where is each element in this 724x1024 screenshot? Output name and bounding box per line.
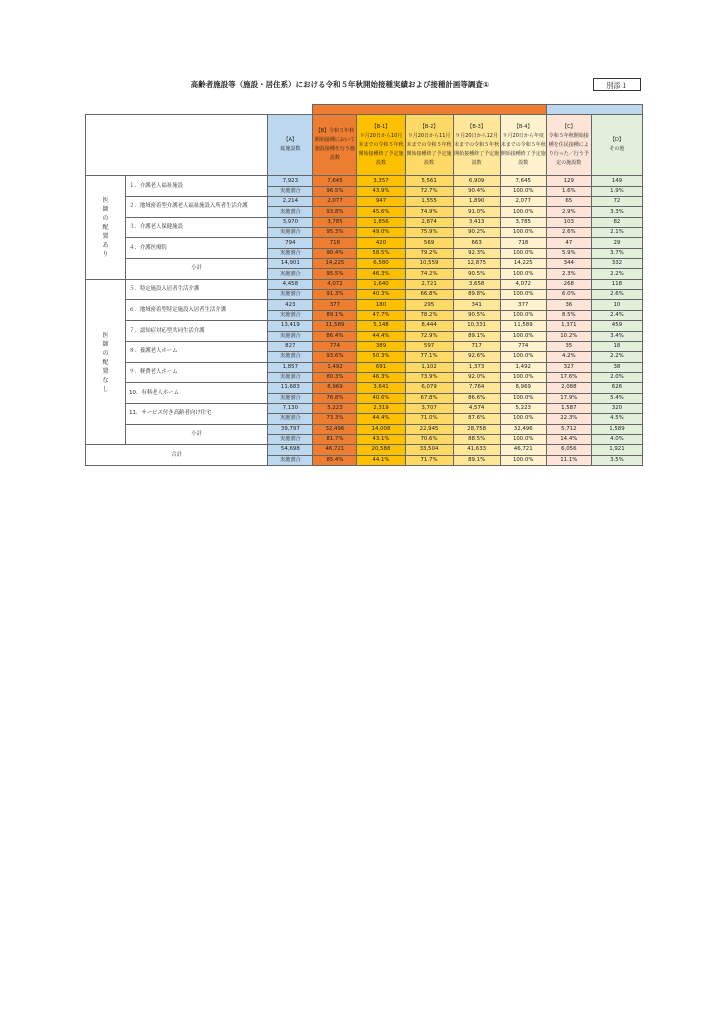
rate-cell: 2.2% [591, 269, 642, 279]
count-cell: 10 [591, 300, 642, 310]
count-cell: 2,077 [313, 197, 357, 207]
rate-cell: 100.0% [500, 248, 546, 258]
count-cell: 10,559 [405, 259, 453, 269]
count-cell: 569 [405, 238, 453, 248]
rate-cell: 91.0% [453, 207, 500, 217]
rate-cell: 89.1% [453, 455, 500, 465]
count-cell: 2,214 [268, 197, 313, 207]
count-cell: 774 [500, 341, 546, 351]
count-cell: 1,589 [591, 424, 642, 434]
count-cell: 14,225 [313, 259, 357, 269]
count-cell: 3,785 [500, 217, 546, 227]
rate-cell: 96.5% [313, 186, 357, 196]
count-cell: 6,079 [405, 383, 453, 393]
facility-count-row [86, 362, 643, 372]
count-cell: 47 [546, 238, 591, 248]
rate-cell: 72.9% [405, 331, 453, 341]
facility-count-row [86, 217, 643, 227]
count-cell: 12,875 [453, 259, 500, 269]
rate-cell: 90.4% [453, 186, 500, 196]
count-cell: 38 [591, 362, 642, 372]
rate-label: 実施割合 [268, 455, 313, 465]
page-title: 高齢者施設等（施設・居住系）における令和５年秋開始接種実績および接種計画等調査① [190, 80, 490, 89]
count-cell: 4,574 [453, 403, 500, 413]
rate-cell: 44.4% [357, 414, 405, 424]
rate-cell: 4.0% [591, 434, 642, 444]
count-cell: 1,371 [546, 321, 591, 331]
rate-cell: 17.9% [546, 393, 591, 403]
rate-cell: 2.2% [591, 352, 642, 362]
facility-count-row [86, 321, 643, 331]
annex-label: 別添１ [593, 78, 641, 91]
rate-cell: 86.4% [313, 331, 357, 341]
count-cell: 1,492 [500, 362, 546, 372]
rate-cell: 93.8% [313, 207, 357, 217]
total-label: 合計 [86, 445, 268, 466]
count-cell: 8,969 [500, 383, 546, 393]
count-cell: 3,357 [357, 176, 405, 186]
rate-cell: 73.9% [405, 372, 453, 382]
count-cell: 41,633 [453, 445, 500, 455]
facility-count-row [86, 341, 643, 351]
count-cell: 8,444 [405, 321, 453, 331]
rate-cell: 95.5% [313, 269, 357, 279]
count-cell: 18 [591, 341, 642, 351]
rate-cell: 81.7% [313, 434, 357, 444]
count-cell: 626 [591, 383, 642, 393]
rate-cell: 100.0% [500, 290, 546, 300]
count-cell: 46,721 [313, 445, 357, 455]
rate-cell: 89.8% [453, 290, 500, 300]
count-cell: 14,901 [268, 259, 313, 269]
rate-cell: 90.5% [453, 269, 500, 279]
count-cell: 717 [453, 341, 500, 351]
facility-name: ４．介護医療院 [126, 238, 268, 259]
count-cell: 7,645 [500, 176, 546, 186]
rate-cell: 79.2% [405, 248, 453, 258]
rate-cell: 100.0% [500, 434, 546, 444]
rate-cell: 14.4% [546, 434, 591, 444]
group-label-char: 置 [102, 233, 109, 241]
rate-cell: 2.3% [546, 269, 591, 279]
rate-cell: 45.6% [357, 207, 405, 217]
count-cell: 3,658 [453, 279, 500, 289]
count-cell: 2,874 [405, 217, 453, 227]
rate-cell: 89.1% [453, 331, 500, 341]
rate-cell: 50.3% [357, 352, 405, 362]
header-band-row [86, 105, 643, 115]
count-cell: 5,223 [313, 403, 357, 413]
rate-cell: 3.3% [591, 207, 642, 217]
count-cell: 39,797 [268, 424, 313, 434]
count-cell: 8,969 [313, 383, 357, 393]
count-cell: 10,331 [453, 321, 500, 331]
column-header-b2: 【B-2】 ９月20日から11月末までの令和５年秋開始接種終了予定施設数 [405, 115, 453, 176]
count-cell: 344 [546, 259, 591, 269]
subtotal-label: 小計 [126, 259, 268, 280]
facility-name: 11．サービス付き高齢者向け住宅 [126, 403, 268, 424]
rate-cell: 46.3% [357, 372, 405, 382]
rate-cell: 100.0% [500, 331, 546, 341]
rate-cell: 4.5% [591, 414, 642, 424]
rate-cell: 90.5% [453, 310, 500, 320]
count-cell: 3,970 [268, 217, 313, 227]
group-label-char: な [102, 376, 109, 384]
header-blank [86, 115, 268, 176]
facility-count-row [86, 383, 643, 393]
rate-cell: 100.0% [500, 372, 546, 382]
survey-table [85, 104, 643, 466]
group-label [86, 176, 126, 279]
rate-cell: 1.9% [591, 186, 642, 196]
count-cell: 29 [591, 238, 642, 248]
header-band-c [546, 105, 642, 115]
count-cell: 3,785 [313, 217, 357, 227]
rate-label: 実施割合 [268, 290, 313, 300]
count-cell: 82 [591, 217, 642, 227]
rate-cell: 80.3% [313, 372, 357, 382]
group-label-char: あ [102, 242, 109, 250]
facility-name: １．介護老人福祉施設 [126, 176, 268, 197]
count-cell: 947 [357, 197, 405, 207]
group-label [86, 279, 126, 445]
count-cell: 1,856 [357, 217, 405, 227]
count-cell: 1,921 [591, 445, 642, 455]
count-cell: 20,588 [357, 445, 405, 455]
count-cell: 3,641 [357, 383, 405, 393]
rate-cell: 86.6% [453, 393, 500, 403]
rate-label: 実施割合 [268, 248, 313, 258]
count-cell: 2,077 [500, 197, 546, 207]
rate-cell: 3.5% [591, 455, 642, 465]
count-cell: 7,130 [268, 403, 313, 413]
facility-count-row [86, 238, 643, 248]
rate-cell: 92.3% [453, 248, 500, 258]
rate-cell: 78.2% [405, 310, 453, 320]
facility-name: 10．有料老人ホーム [126, 383, 268, 404]
rate-cell: 66.8% [405, 290, 453, 300]
rate-cell: 71.7% [405, 455, 453, 465]
rate-cell: 89.1% [313, 310, 357, 320]
count-cell: 28,758 [453, 424, 500, 434]
rate-cell: 100.0% [500, 455, 546, 465]
count-cell: 32,496 [313, 424, 357, 434]
count-cell: 459 [591, 321, 642, 331]
rate-cell: 90.2% [453, 228, 500, 238]
count-cell: 1,492 [313, 362, 357, 372]
rate-cell: 2.4% [591, 310, 642, 320]
count-cell: 691 [357, 362, 405, 372]
rate-cell: 77.1% [405, 352, 453, 362]
count-cell: 4,458 [268, 279, 313, 289]
rate-cell: 92.6% [453, 352, 500, 362]
column-header-b3: 【B-3】 ９月20日から12月末までの令和５年秋開始接種終了予定施設数 [453, 115, 500, 176]
count-cell: 1,890 [453, 197, 500, 207]
rate-cell: 90.4% [313, 248, 357, 258]
rate-cell: 49.0% [357, 228, 405, 238]
count-cell: 1,587 [546, 403, 591, 413]
count-cell: 7,645 [313, 176, 357, 186]
facility-name: ３．介護老人保健施設 [126, 217, 268, 238]
subtotal-label: 小計 [126, 424, 268, 445]
count-cell: 827 [268, 341, 313, 351]
count-cell: 295 [405, 300, 453, 310]
rate-label: 実施割合 [268, 207, 313, 217]
count-cell: 420 [357, 238, 405, 248]
rate-cell: 3.7% [591, 248, 642, 258]
rate-cell: 100.0% [500, 269, 546, 279]
count-cell: 14,008 [357, 424, 405, 434]
facility-name: ９．軽費老人ホーム [126, 362, 268, 383]
rate-cell: 43.9% [357, 186, 405, 196]
rate-cell: 5.9% [546, 248, 591, 258]
rate-cell: 74.9% [405, 207, 453, 217]
group-label-char: の [102, 349, 109, 357]
count-cell: 7,923 [268, 176, 313, 186]
count-cell: 1,555 [405, 197, 453, 207]
count-cell: 13,419 [268, 321, 313, 331]
facility-name: ８．養護老人ホーム [126, 341, 268, 362]
count-cell: 377 [313, 300, 357, 310]
facility-count-row [86, 403, 643, 413]
header-row [86, 115, 643, 176]
count-cell: 1,102 [405, 362, 453, 372]
rate-cell: 58.5% [357, 248, 405, 258]
rate-cell: 100.0% [500, 310, 546, 320]
count-cell: 389 [357, 341, 405, 351]
facility-count-row [86, 279, 643, 289]
count-cell: 11,589 [313, 321, 357, 331]
count-cell: 1,640 [357, 279, 405, 289]
rate-cell: 22.3% [546, 414, 591, 424]
count-cell: 2,088 [546, 383, 591, 393]
count-cell: 4,072 [500, 279, 546, 289]
rate-cell: 47.7% [357, 310, 405, 320]
count-cell: 320 [591, 403, 642, 413]
rate-cell: 2.0% [591, 372, 642, 382]
count-cell: 118 [591, 279, 642, 289]
count-cell: 32,496 [500, 424, 546, 434]
count-cell: 6,056 [546, 445, 591, 455]
count-cell: 6,909 [453, 176, 500, 186]
rate-cell: 2.6% [546, 228, 591, 238]
rate-cell: 40.3% [357, 290, 405, 300]
group-label-char: 医 [102, 331, 109, 339]
rate-cell: 92.0% [453, 372, 500, 382]
rate-cell: 100.0% [500, 352, 546, 362]
count-cell: 5,712 [546, 424, 591, 434]
count-cell: 14,225 [500, 259, 546, 269]
rate-cell: 87.6% [453, 414, 500, 424]
count-cell: 332 [591, 259, 642, 269]
rate-label: 実施割合 [268, 228, 313, 238]
subtotal-count-row [86, 424, 643, 434]
group-label-char: 配 [102, 224, 109, 232]
rate-cell: 72.7% [405, 186, 453, 196]
count-cell: 327 [546, 362, 591, 372]
rate-cell: 75.9% [405, 228, 453, 238]
rate-cell: 2.1% [591, 228, 642, 238]
count-cell: 5,561 [405, 176, 453, 186]
column-header-b: 【B】令和５年秋開始接種において施設接種を行う施設数 [313, 115, 357, 176]
count-cell: 149 [591, 176, 642, 186]
rate-cell: 2.9% [546, 207, 591, 217]
count-cell: 2,721 [405, 279, 453, 289]
group-label-char: し [102, 385, 109, 393]
count-cell: 5,223 [500, 403, 546, 413]
count-cell: 268 [546, 279, 591, 289]
facility-name: ６．地域密着型特定施設入居者生活介護 [126, 300, 268, 321]
rate-cell: 17.6% [546, 372, 591, 382]
rate-cell: 8.5% [546, 310, 591, 320]
count-cell: 597 [405, 341, 453, 351]
count-cell: 774 [313, 341, 357, 351]
rate-cell: 6.0% [546, 290, 591, 300]
facility-count-row [86, 197, 643, 207]
count-cell: 718 [313, 238, 357, 248]
count-cell: 11,589 [500, 321, 546, 331]
count-cell: 1,373 [453, 362, 500, 372]
rate-cell: 44.4% [357, 331, 405, 341]
count-cell: 794 [268, 238, 313, 248]
rate-cell: 76.8% [313, 393, 357, 403]
rate-cell: 74.2% [405, 269, 453, 279]
column-header-b1: 【B-1】 ９月20日から10月末までの令和５年秋開始接種終了予定施設数 [357, 115, 405, 176]
rate-label: 実施割合 [268, 310, 313, 320]
group-label-char: 師 [102, 206, 109, 214]
rate-cell: 91.3% [313, 290, 357, 300]
rate-cell: 3.4% [591, 331, 642, 341]
count-cell: 54,698 [268, 445, 313, 455]
count-cell: 11,683 [268, 383, 313, 393]
count-cell: 72 [591, 197, 642, 207]
rate-cell: 100.0% [500, 414, 546, 424]
count-cell: 65 [546, 197, 591, 207]
count-cell: 46,721 [500, 445, 546, 455]
count-cell: 36 [546, 300, 591, 310]
rate-cell: 71.0% [405, 414, 453, 424]
rate-cell: 70.6% [405, 434, 453, 444]
rate-cell: 44.1% [357, 455, 405, 465]
count-cell: 129 [546, 176, 591, 186]
group-label-char: 医 [102, 197, 109, 205]
rate-cell: 93.6% [313, 352, 357, 362]
rate-label: 実施割合 [268, 269, 313, 279]
count-cell: 22,945 [405, 424, 453, 434]
total-count-row [86, 445, 643, 455]
count-cell: 7,764 [453, 383, 500, 393]
rate-cell: 67.8% [405, 393, 453, 403]
group-label-char: り [102, 251, 109, 259]
count-cell: 3,413 [453, 217, 500, 227]
group-label-char: 置 [102, 367, 109, 375]
count-cell: 180 [357, 300, 405, 310]
rate-cell: 88.5% [453, 434, 500, 444]
facility-name: ７．認知症対応型共同生活介護 [126, 321, 268, 342]
rate-cell: 10.2% [546, 331, 591, 341]
rate-label: 実施割合 [268, 331, 313, 341]
rate-cell: 11.1% [546, 455, 591, 465]
rate-cell: 73.3% [313, 414, 357, 424]
count-cell: 341 [453, 300, 500, 310]
facility-count-row [86, 300, 643, 310]
rate-cell: 40.6% [357, 393, 405, 403]
rate-cell: 5.4% [591, 393, 642, 403]
header-band-b [313, 105, 546, 115]
count-cell: 3,707 [405, 403, 453, 413]
rate-label: 実施割合 [268, 352, 313, 362]
group-label-char: の [102, 215, 109, 223]
blank-cell [86, 105, 313, 115]
rate-cell: 4.2% [546, 352, 591, 362]
facility-name: ５．特定施設入居者生活介護 [126, 279, 268, 300]
rate-label: 実施割合 [268, 186, 313, 196]
count-cell: 718 [500, 238, 546, 248]
rate-label: 実施割合 [268, 372, 313, 382]
subtotal-count-row [86, 259, 643, 269]
rate-label: 実施割合 [268, 414, 313, 424]
rate-label: 実施割合 [268, 434, 313, 444]
rate-cell: 2.6% [591, 290, 642, 300]
facility-count-row [86, 176, 643, 186]
count-cell: 5,148 [357, 321, 405, 331]
column-header-b4: 【B-4】 ９月20日から年度末までの令和５年秋開始接種終了予定施設数 [500, 115, 546, 176]
rate-cell: 100.0% [500, 207, 546, 217]
rate-cell: 85.4% [313, 455, 357, 465]
column-header-a: 【A】 総施設数 [268, 115, 313, 176]
count-cell: 663 [453, 238, 500, 248]
rate-cell: 43.1% [357, 434, 405, 444]
count-cell: 2,319 [357, 403, 405, 413]
facility-name: ２．地域密着型介護老人福祉施設入所者生活介護 [126, 197, 268, 218]
rate-cell: 46.3% [357, 269, 405, 279]
count-cell: 103 [546, 217, 591, 227]
group-label-char: 配 [102, 358, 109, 366]
count-cell: 4,072 [313, 279, 357, 289]
rate-label: 実施割合 [268, 393, 313, 403]
rate-cell: 1.6% [546, 186, 591, 196]
rate-cell: 95.3% [313, 228, 357, 238]
count-cell: 6,580 [357, 259, 405, 269]
count-cell: 377 [500, 300, 546, 310]
rate-cell: 100.0% [500, 228, 546, 238]
count-cell: 35 [546, 341, 591, 351]
column-header-c: 【C】 令和５年秋開始接種を住民接種により行った／行う予定の施設数 [546, 115, 591, 176]
rate-cell: 100.0% [500, 393, 546, 403]
count-cell: 1,857 [268, 362, 313, 372]
group-label-char: 師 [102, 340, 109, 348]
rate-cell: 100.0% [500, 186, 546, 196]
column-header-d: 【D】 その他 [591, 115, 642, 176]
count-cell: 33,504 [405, 445, 453, 455]
count-cell: 423 [268, 300, 313, 310]
